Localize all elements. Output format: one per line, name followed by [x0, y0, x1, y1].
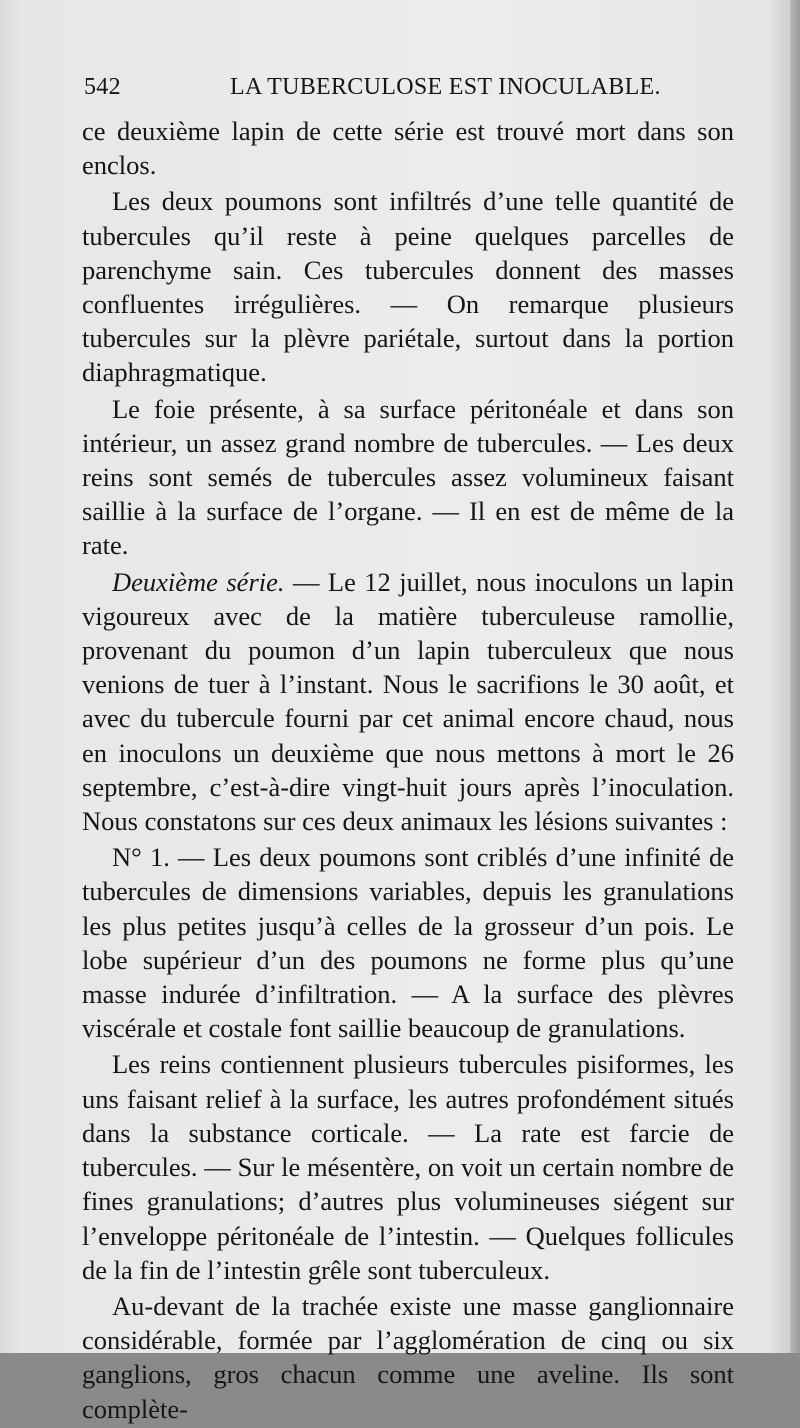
paragraph: [82, 392, 734, 563]
running-title: LA TUBERCULOSE EST INOCULABLE.: [230, 74, 661, 100]
paragraph: [82, 1289, 734, 1426]
page-header: [84, 74, 734, 110]
section-lead: Deuxième série.: [112, 566, 285, 597]
paragraph-text: Les deux poumons sont infiltrés d’une telle quantité de tubercules qu’il reste à peine quelques parcelles de parenchyme sain. Ces tubercules donnent des masses confluentes irrégulières. — On remarque plusieurs tubercules sur la plèvre pariétale, surtout dans la portion diaphragmatique.: [82, 186, 734, 388]
paragraph: [82, 565, 734, 839]
paragraph-text: — Le 12 juillet, nous inoculons un lapin vigoureux avec de la matière tuberculeuse ramollie, provenant du poumon d’un lapin tuberculeux que nous venions de tuer à l’instant. Nous le sacrifions le 30 août, et avec du tubercule fourni par cet animal encore chaud, nous en inoculons un deuxième que nous mettons à mort le 26 septembre, c’est-à-dire vingt-huit jours après l’inoculation. Nous constatons sur ces deux animaux les lésions suivantes :: [82, 566, 735, 837]
paragraph-text: Au-devant de la trachée existe une masse ganglionnaire considérable, formée par l’agglomération de cinq ou six ganglions, gros chacun comme une aveline. Ils sont complète-: [82, 1290, 734, 1424]
paragraph: [82, 184, 734, 389]
paragraph-text: ce deuxième lapin de cette série est trouvé mort dans son enclos.: [82, 116, 734, 181]
paragraph-text: N° 1. — Les deux poumons sont criblés d’une infinité de tubercules de dimensions variables, depuis les granulations les plus petites jusqu’à celles de la grosseur d’un pois. Le lobe supérieur d’un des poumons ne forme plus qu’une masse indurée d’infiltration. — A la surface des plèvres viscérale et costale font saillie beaucoup de granulations.: [82, 842, 734, 1044]
paragraph: [82, 114, 734, 182]
page-number: 542: [84, 74, 121, 100]
paragraph: [82, 1047, 734, 1286]
paragraph: [82, 840, 734, 1045]
body-text: [82, 114, 734, 1428]
paragraph-text: Les reins contiennent plusieurs tubercules pisiformes, les uns faisant relief à la surface, les autres profondément situés dans la substance corticale. — La rate est farcie de tubercules. — Sur le mésentère, on voit un certain nombre de fines granulations; d’autres plus volumineuses siégent sur l’enveloppe péritonéale de l’intestin. — Quelques follicules de la fin de l’intestin grêle sont tuberculeux.: [82, 1049, 734, 1285]
paragraph-text: Le foie présente, à sa surface péritonéale et dans son intérieur, un assez grand nombre de tubercules. — Les deux reins sont semés de tubercules assez volumineux faisant saillie à la surface de l’organe. — Il en est de même de la rate.: [82, 393, 734, 561]
